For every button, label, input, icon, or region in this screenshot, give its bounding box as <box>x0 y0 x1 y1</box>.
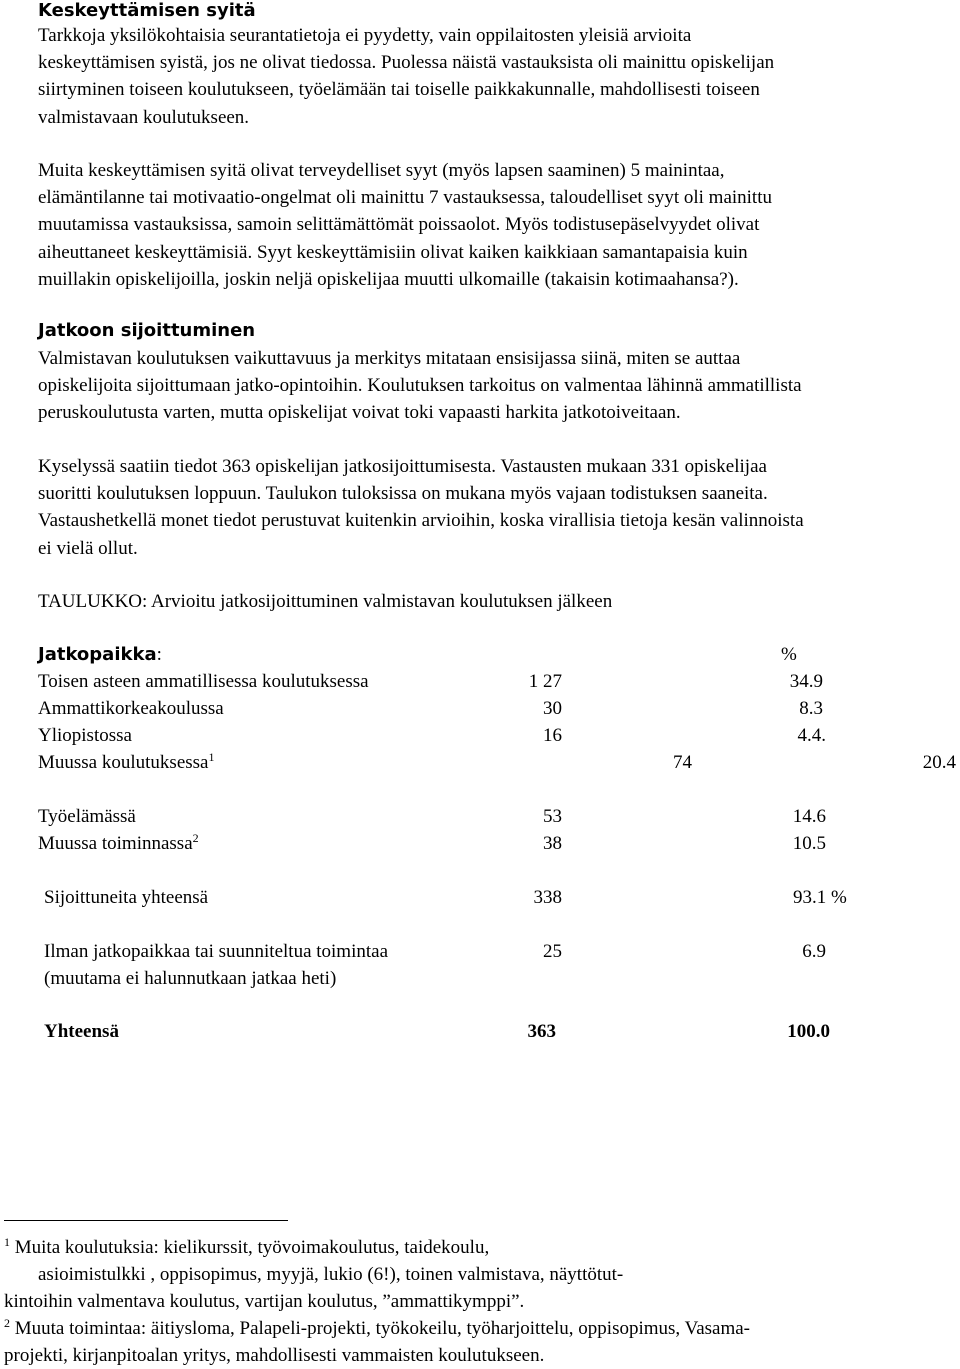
text-line: elämäntilanne tai motivaatio-ongelmat oli mainittu 7 vastauksessa, taloudelliset syyt oli mainittu <box>38 187 772 209</box>
table-subtotal-label: Sijoittuneita yhteensä <box>44 887 209 908</box>
footnote-marker: 2 <box>192 831 199 845</box>
text-line: muutamissa vastauksissa, samoin selittämättömät poissaolot. Myös todistusepäselvyydet olivat <box>38 214 760 236</box>
table-header-percent: % <box>781 644 797 665</box>
footnote-marker: 1 <box>4 1235 10 1249</box>
table-row-percent: 20.4 <box>922 752 956 773</box>
footnote-separator <box>4 1220 288 1221</box>
table-row-percent: 14.6 <box>792 806 826 827</box>
table-row-count: 38 <box>543 833 562 854</box>
table-header-label <box>38 641 162 668</box>
table-row-count: 16 <box>543 725 562 746</box>
text-line: opiskelijoita sijoittumaan jatko-opintoihin. Koulutuksen tarkoitus on valmentaa lähinnä ammatillista <box>38 375 802 397</box>
text-line: Tarkkoja yksilökohtaisia seurantatietoja ei pyydetty, vain oppilaitosten yleisiä arvioita <box>38 25 692 46</box>
table-header-jatkopaikka: Jatkopaikka <box>38 644 157 665</box>
table-row-label-text: Muussa toiminnassa <box>38 833 193 854</box>
table-none-label: Ilman jatkopaikkaa tai suunniteltua toimintaa <box>44 941 389 962</box>
table-row-percent: 34.9 <box>789 671 823 692</box>
table-row-label: Toisen asteen ammatillisessa koulutuksessa <box>38 671 369 692</box>
section-heading-jatkoon-sijoittuminen: Jatkoon sijoittuminen <box>38 320 256 341</box>
table-row-count: 30 <box>543 698 562 719</box>
table-row-label-text: Muussa koulutuksessa <box>38 752 209 773</box>
table-row-label: Yliopistossa <box>38 725 132 746</box>
table-row-label: Ammattikorkeakoulussa <box>38 698 224 719</box>
table-none-label-note: (muutama ei halunnutkaan jatkaa heti) <box>44 968 337 989</box>
table-row-percent: 10.5 <box>792 833 826 854</box>
paragraph-jatkoon-sijoittuminen-1 <box>38 345 960 427</box>
table-none-count: 25 <box>543 941 562 962</box>
table-none-percent: 6.9 <box>802 941 826 962</box>
text-line: muillakin opiskelijoilla, joskin neljä opiskelijaa muutti ulkomaille (takaisin kotimaahansa?). <box>38 268 739 290</box>
footnote-1-line-2: asioimistulkki , oppisopimus, myyjä, lukio (6!), toinen valmistava, näyttötut- <box>38 1264 624 1285</box>
footnote-2 <box>4 1315 750 1342</box>
footnote-1 <box>4 1234 489 1261</box>
table-total-count: 363 <box>527 1021 556 1042</box>
paragraph-jatkoon-sijoittuminen-2 <box>38 453 960 562</box>
text-line: suoritti koulutuksen loppuun. Taulukon tuloksissa on mukana myös vajaan todistuksen saaneita. <box>38 483 768 505</box>
text-line: Kyselyssä saatiin tiedot 363 opiskelijan jatkosijoittumisesta. Vastausten mukaan 331 opiskelijaa <box>38 456 767 477</box>
text-line: peruskoulutusta varten, mutta opiskelijat voivat toki vapaasti harkita jatkotoiveitaan. <box>38 402 681 424</box>
table-row-percent: 4.4. <box>797 725 826 746</box>
table-row-count: 53 <box>543 806 562 827</box>
table-row-label <box>38 830 199 857</box>
paragraph-keskeyttamisen-syita-1 <box>38 22 960 131</box>
table-row-count: 1 27 <box>528 671 562 692</box>
text-line: Muita keskeyttämisen syitä olivat terveydelliset syyt (myös lapsen saaminen) 5 mainintaa, <box>38 160 725 181</box>
footnote-marker: 1 <box>208 750 215 764</box>
table-total-label: Yhteensä <box>44 1021 119 1042</box>
footnote-text: Muuta toimintaa: äitiysloma, Palapeli-projekti, työkokeilu, työharjoittelu, oppisopimus, Vasama- <box>14 1318 751 1339</box>
table-row-label: Työelämässä <box>38 806 136 827</box>
text-line: Vastaushetkellä monet tiedot perustuvat kuitenkin arvioihin, koska virallisia tietoja kesän valinnoista <box>38 510 804 532</box>
table-subtotal-count: 338 <box>533 887 562 908</box>
table-row-label <box>38 749 214 776</box>
paragraph-keskeyttamisen-syita-2 <box>38 157 960 293</box>
text-line: aiheuttaneet keskeyttämisiä. Syyt keskeyttämisiin olivat kaiken kaikkiaan samantapaisia kuin <box>38 241 748 263</box>
footnote-marker: 2 <box>4 1316 10 1330</box>
text-line: valmistavaan koulutukseen. <box>38 106 250 128</box>
text-line: siirtyminen toiseen koulutukseen, työelämään tai toiselle paikkakunnalle, mahdollisesti toiseen <box>38 79 760 101</box>
table-subtotal-percent: 93.1 % <box>793 887 847 908</box>
table-header-colon: : <box>156 644 162 665</box>
text-line: ei vielä ollut. <box>38 537 138 559</box>
table-row-percent: 8.3 <box>799 698 823 719</box>
section-heading-keskeyttamisen-syita: Keskeyttämisen syitä <box>38 0 256 21</box>
footnote-text: Muita koulutuksia: kielikurssit, työvoimakoulutus, taidekoulu, <box>14 1237 490 1258</box>
text-line: keskeyttämisen syistä, jos ne olivat tiedossa. Puolessa näistä vastauksista oli mainittu opiskelijan <box>38 52 775 74</box>
table-row-count: 74 <box>673 752 692 773</box>
table-caption: TAULUKKO: Arvioitu jatkosijoittuminen valmistavan koulutuksen jälkeen <box>38 591 613 612</box>
table-total-percent: 100.0 <box>787 1021 830 1042</box>
footnote-1-line-3: kintoihin valmentava koulutus, vartijan koulutus, ”ammattikymppi”. <box>4 1291 525 1312</box>
footnote-2-line-2: projekti, kirjanpitoalan yritys, mahdollisesti vammaisten koulutukseen. <box>4 1345 545 1366</box>
text-line: Valmistavan koulutuksen vaikuttavuus ja merkitys mitataan ensisijassa siinä, miten se auttaa <box>38 348 741 369</box>
